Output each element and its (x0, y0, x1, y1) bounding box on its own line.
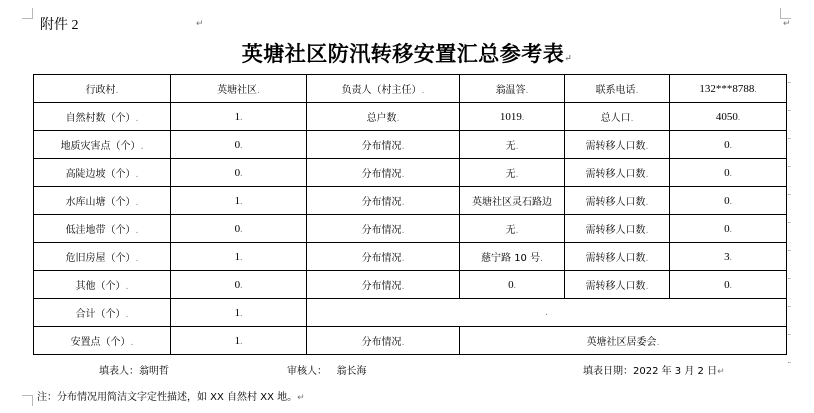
distribution-label: 分布情况. (307, 187, 460, 215)
hazard-count: 0. (171, 271, 307, 299)
transfer-value: 0. (670, 131, 787, 159)
row-end-mark: ¨ (787, 250, 792, 260)
table-row (34, 187, 787, 215)
page-corner-mark-top-left (22, 8, 33, 19)
distribution-label: 分布情况. (307, 271, 460, 299)
row-end-mark: ¨ (787, 194, 792, 204)
transfer-label: 需转移人口数. (565, 215, 670, 243)
phone-value: 132***8788. (670, 75, 787, 103)
transfer-label: 需转移人口数. (565, 243, 670, 271)
table-row (34, 271, 787, 299)
row-end-mark: ¨ (787, 334, 792, 344)
hazard-label: 高陡边坡（个）. (34, 159, 171, 187)
reviewer-field: 审核人： 翁长海 (287, 366, 367, 377)
hazard-label: 地质灾害点（个）. (34, 131, 171, 159)
transfer-label: 需转移人口数. (565, 187, 670, 215)
distribution-value: 无. (460, 131, 565, 159)
row-end-mark: ¨ (787, 110, 792, 120)
transfer-value: 0. (670, 159, 787, 187)
hazard-count: 0. (171, 215, 307, 243)
hazard-count: 0. (171, 159, 307, 187)
transfer-value: 0. (670, 271, 787, 299)
hazard-label: 低洼地带（个）. (34, 215, 171, 243)
transfer-label: 需转移人口数. (565, 159, 670, 187)
row-end-mark: ¨ (787, 138, 792, 148)
table-row (34, 131, 787, 159)
distribution-value: 0. (460, 271, 565, 299)
footnote: 注：分布情况用简洁文字定性描述，如 XX 自然村 XX 地。↵ (37, 392, 305, 403)
filler-field: 填表人：翁明哲 (99, 366, 169, 377)
village-label: 行政村. (34, 75, 171, 103)
document-title: 英塘社区防汛转移安置汇总参考表↵ (241, 41, 573, 66)
total-value: 1. (171, 299, 307, 327)
table-row (34, 75, 787, 103)
transfer-value: 3. (670, 243, 787, 271)
total-merged-cell: . (307, 299, 787, 327)
shelter-distribution-label: 分布情况. (307, 327, 460, 355)
natural-village-value: 1. (171, 103, 307, 131)
distribution-label: 分布情况. (307, 131, 460, 159)
natural-village-label: 自然村数（个）. (34, 103, 171, 131)
leader-value: 翁温答. (460, 75, 565, 103)
distribution-value: 无. (460, 159, 565, 187)
row-end-mark: ¨ (787, 222, 792, 232)
village-value: 英塘社区. (171, 75, 307, 103)
reviewer-name: 翁长海 (336, 366, 367, 377)
row-end-mark: ¨ (787, 166, 792, 176)
table-row (34, 327, 787, 355)
paragraph-mark: ↵ (783, 18, 791, 28)
hazard-label: 水库山塘（个）. (34, 187, 171, 215)
transfer-value: 0. (670, 187, 787, 215)
table-row (34, 159, 787, 187)
table-row (34, 243, 787, 271)
population-value: 4050. (670, 103, 787, 131)
households-label: 总户数. (307, 103, 460, 131)
transfer-label: 需转移人口数. (565, 271, 670, 299)
distribution-value: 英塘社区灵石路边 (460, 187, 565, 215)
shelter-distribution-value: 英塘社区居委会. (460, 327, 787, 355)
distribution-label: 分布情况. (307, 243, 460, 271)
distribution-label: 分布情况. (307, 159, 460, 187)
attachment-heading: 附件 2 (40, 18, 79, 33)
total-label: 合计（个）. (34, 299, 171, 327)
summary-table (33, 74, 787, 355)
transfer-value: 0. (670, 215, 787, 243)
population-label: 总人口. (565, 103, 670, 131)
hazard-count: 0. (171, 131, 307, 159)
paragraph-mark: ↵ (196, 18, 204, 28)
shelter-value: 1. (171, 327, 307, 355)
distribution-label: 分布情况. (307, 215, 460, 243)
row-end-mark: ¨ (787, 362, 792, 372)
hazard-count: 1. (171, 187, 307, 215)
row-end-mark: ¨ (787, 82, 792, 92)
hazard-label: 危旧房屋（个）. (34, 243, 171, 271)
page-corner-mark-bottom-left (22, 395, 33, 406)
hazard-label: 其他（个）. (34, 271, 171, 299)
table-row (34, 215, 787, 243)
distribution-value: 无. (460, 215, 565, 243)
table-row (34, 103, 787, 131)
households-value: 1019. (460, 103, 565, 131)
transfer-label: 需转移人口数. (565, 131, 670, 159)
table-row (34, 299, 787, 327)
fill-date-field: 填表日期：2022 年 3 月 2 日↵ (583, 366, 725, 377)
row-end-mark: ¨ (787, 278, 792, 288)
hazard-count: 1. (171, 243, 307, 271)
leader-label: 负责人（村主任）. (307, 75, 460, 103)
shelter-label: 安置点（个）. (34, 327, 171, 355)
distribution-value: 慈宁路 10 号. (460, 243, 565, 271)
phone-label: 联系电话. (565, 75, 670, 103)
row-end-mark: ¨ (787, 306, 792, 316)
